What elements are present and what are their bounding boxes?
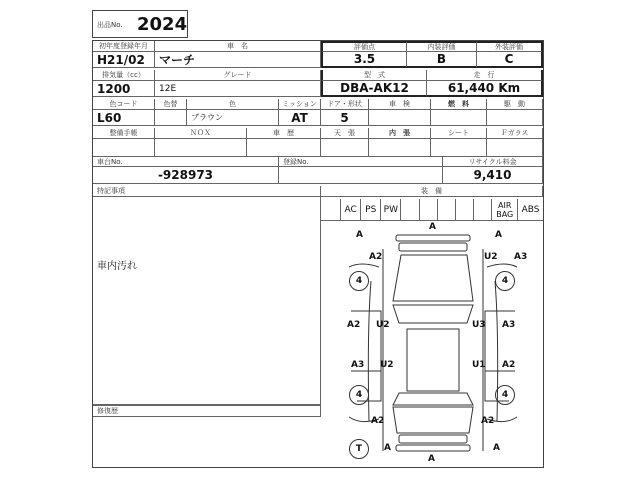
equipment-slot: [438, 199, 456, 220]
score-value: 3.5: [321, 52, 407, 68]
equipment-slot: [456, 199, 474, 220]
chassis-value: -928973: [93, 167, 279, 184]
interior-value: B: [407, 52, 477, 68]
grade-label: グレード: [155, 70, 321, 81]
repair-history-label: 修復歴: [93, 405, 321, 417]
mileage-label: 走 行: [427, 70, 543, 81]
drive-value: [487, 110, 543, 126]
tire-lf: 4: [349, 271, 369, 291]
equipment-slot: [420, 199, 438, 220]
color-value: ブラウン: [187, 110, 279, 126]
equipment-label: 装 備: [321, 186, 543, 197]
history-value: [247, 139, 321, 157]
interior-trim-label: 内 張: [369, 128, 431, 139]
mark-a3-left-low: A3: [351, 360, 365, 370]
car-outline: [321, 221, 543, 467]
mark-u2-left-mid: U2: [376, 320, 390, 330]
fuel-label: 燃 料: [431, 99, 487, 110]
color-code-value: L60: [93, 110, 155, 126]
transmission-value: AT: [279, 110, 321, 126]
registration-value: [279, 167, 443, 184]
mark-a-bottom: A: [428, 454, 435, 464]
inspection-label: 車 検: [369, 99, 431, 110]
interior-label: 内装評価: [407, 41, 477, 52]
mark-a2-left-mid: A2: [347, 320, 361, 330]
roof-label: 天 張: [321, 128, 369, 139]
first-reg-label: 初年度登録年月: [93, 41, 155, 52]
equipment-ac: AC: [341, 199, 361, 220]
special-notes-area: [93, 197, 321, 405]
mark-a-br: A: [493, 443, 500, 453]
equipment-slot: [474, 199, 492, 220]
tire-lr: 4: [349, 385, 369, 405]
color-change-label: 色替: [155, 99, 187, 110]
mark-u2-right-top: U2: [484, 252, 498, 262]
color-label: 色: [187, 99, 279, 110]
fuel-value: [431, 110, 487, 126]
nox-value: [155, 139, 247, 157]
equipment-abs: ABS: [521, 204, 540, 215]
chassis-label: 車台No.: [93, 157, 279, 167]
nox-label: ＮＯＸ: [155, 128, 247, 139]
mark-u1-right-low: U1: [472, 360, 486, 370]
special-notes-label: 特記事項: [93, 186, 321, 197]
damage-diagram: [321, 221, 543, 467]
mark-a2-left-bottom: A2: [371, 416, 385, 426]
lot-label: 出品No.: [97, 21, 123, 29]
exterior-value: C: [477, 52, 543, 68]
displacement-value: 1200: [93, 81, 155, 97]
history-label: 車 歴: [247, 128, 321, 139]
t-circle: T: [349, 439, 369, 459]
doors-value: 5: [321, 110, 369, 126]
mark-a3-right-mid: A3: [502, 320, 516, 330]
inspection-value: [369, 110, 431, 126]
manual-label: 整備手帳: [93, 128, 155, 139]
mark-a-bl: A: [384, 443, 391, 453]
equipment-spacer: [321, 199, 341, 220]
lot-number: 2024: [137, 14, 188, 35]
model-label: 車 名: [155, 41, 321, 52]
model-code-label: 型 式: [321, 70, 427, 81]
f-glass-value: [487, 139, 543, 157]
mark-u2-left-low: U2: [380, 360, 394, 370]
equipment-row: [321, 199, 543, 221]
equipment-airbag: AIR BAG: [492, 199, 518, 220]
mark-a-top-left: A: [356, 230, 363, 240]
mark-a-top-right: A: [495, 230, 502, 240]
transmission-label: ミッション: [279, 99, 321, 110]
model-value: マーチ: [155, 52, 321, 68]
grade-value: 12E: [155, 81, 321, 97]
exterior-label: 外装評価: [477, 41, 543, 52]
color-code-label: 色コード: [93, 99, 155, 110]
mark-a3-right-top: A3: [514, 252, 528, 262]
special-notes-text: 車内汚れ: [97, 261, 137, 272]
mark-u3-right-mid: U3: [472, 320, 486, 330]
manual-value: [93, 139, 155, 157]
tire-rr: 4: [495, 385, 515, 405]
registration-label: 登録No.: [279, 157, 443, 167]
first-reg-value: H21/02: [93, 52, 155, 68]
mark-a2-right-bottom: A2: [481, 416, 495, 426]
f-glass-label: Ｆガラス: [487, 128, 543, 139]
equipment-pw: PW: [381, 199, 401, 220]
mark-a2-right-low: A2: [502, 360, 516, 370]
equipment-slot: [401, 199, 419, 220]
color-change-value: [155, 110, 187, 126]
recycle-value: 9,410: [443, 167, 543, 184]
seat-value: [431, 139, 487, 157]
tire-rf: 4: [495, 271, 515, 291]
mark-a2-left-top: A2: [369, 252, 383, 262]
mark-a-top: A: [429, 222, 436, 232]
doors-label: ドア・形状: [321, 99, 369, 110]
roof-value: [321, 139, 369, 157]
drive-label: 駆 動: [487, 99, 543, 110]
interior-trim-value: [369, 139, 431, 157]
equipment-ps: PS: [361, 199, 381, 220]
displacement-label: 排気量（cc）: [93, 70, 155, 81]
mileage-value: 61,440 Km: [427, 81, 543, 97]
seat-label: シート: [431, 128, 487, 139]
score-label: 評価点: [321, 41, 407, 52]
recycle-label: リサイクル料金: [443, 157, 543, 167]
lot-box: [92, 10, 188, 38]
model-code-value: DBA-AK12: [321, 81, 427, 97]
